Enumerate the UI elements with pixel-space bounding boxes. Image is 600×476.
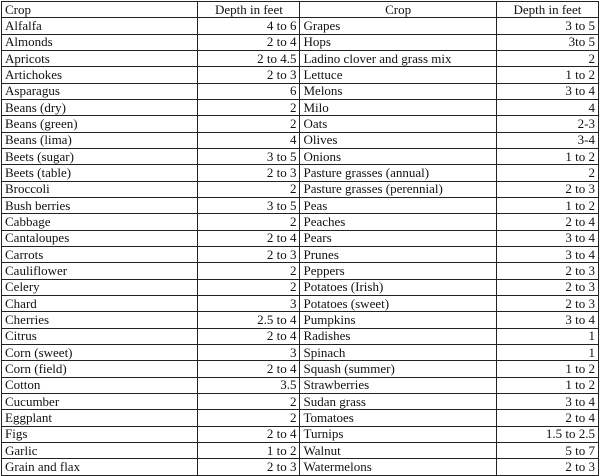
table-row [2,344,599,360]
depth-cell-right: 2 to 4 [496,214,598,230]
depth-cell-left: 2 to 4.5 [198,50,300,66]
crop-cell-right: Potatoes (Irish) [300,279,496,295]
depth-cell-right: 3 to 4 [496,83,598,99]
crop-cell-right: Spinach [300,344,496,360]
header-crop-left: Crop [2,2,198,18]
crop-cell-right: Squash (summer) [300,361,496,377]
crop-cell-right: Tomatoes [300,410,496,426]
crop-cell-left: Garlic [2,442,198,458]
crop-cell-left: Beans (green) [2,116,198,132]
crop-cell-left: Beets (sugar) [2,148,198,164]
crop-cell-left: Bush berries [2,197,198,213]
depth-cell-right: 1 to 2 [496,361,598,377]
crop-cell-right: Walnut [300,442,496,458]
depth-cell-right: 2 to 4 [496,410,598,426]
table-row [2,99,599,115]
depth-cell-right: 3 to 5 [496,18,598,34]
depth-cell-right: 1 to 2 [496,148,598,164]
table-row [2,295,599,311]
crop-cell-left: Cotton [2,377,198,393]
crop-cell-left: Grain and flax [2,459,198,475]
crop-cell-left: Broccoli [2,181,198,197]
depth-cell-right: 3 to 4 [496,230,598,246]
table-row [2,67,599,83]
crop-cell-right: Watermelons [300,459,496,475]
crop-cell-right: Strawberries [300,377,496,393]
table-row [2,132,599,148]
table-row [2,442,599,458]
table-row [2,214,599,230]
header-depth-left: Depth in feet [198,2,300,18]
depth-cell-left: 2 to 3 [198,246,300,262]
table-row [2,50,599,66]
depth-cell-left: 4 to 6 [198,18,300,34]
crop-cell-right: Radishes [300,328,496,344]
depth-cell-left: 2 to 4 [198,328,300,344]
crop-cell-left: Corn (sweet) [2,344,198,360]
table-row [2,263,599,279]
depth-cell-right: 2 [496,165,598,181]
depth-cell-left: 2 to 4 [198,230,300,246]
crop-cell-left: Beans (lima) [2,132,198,148]
crop-cell-left: Cabbage [2,214,198,230]
crop-cell-left: Carrots [2,246,198,262]
depth-cell-left: 2 to 4 [198,361,300,377]
crop-cell-right: Ladino clover and grass mix [300,50,496,66]
depth-cell-left: 2 to 3 [198,165,300,181]
depth-cell-left: 2 [198,393,300,409]
table-row [2,393,599,409]
crop-cell-right: Grapes [300,18,496,34]
depth-cell-right: 4 [496,99,598,115]
header-row [2,2,599,18]
crop-cell-right: Olives [300,132,496,148]
table-body [2,18,599,475]
crop-cell-right: Onions [300,148,496,164]
depth-cell-left: 2 to 3 [198,459,300,475]
depth-cell-left: 2 [198,410,300,426]
depth-cell-left: 3 [198,295,300,311]
crop-cell-left: Beets (table) [2,165,198,181]
table-row [2,246,599,262]
table-row [2,328,599,344]
depth-cell-left: 2.5 to 4 [198,312,300,328]
depth-cell-left: 2 to 4 [198,34,300,50]
depth-cell-right: 1 to 2 [496,197,598,213]
table-row [2,279,599,295]
crop-cell-left: Cherries [2,312,198,328]
depth-cell-right: 3to 5 [496,34,598,50]
crop-cell-left: Figs [2,426,198,442]
depth-cell-right: 5 to 7 [496,442,598,458]
crop-cell-right: Potatoes (sweet) [300,295,496,311]
crop-cell-left: Artichokes [2,67,198,83]
table-row [2,116,599,132]
crop-cell-left: Almonds [2,34,198,50]
depth-cell-left: 2 [198,263,300,279]
depth-cell-left: 3 [198,344,300,360]
depth-cell-left: 2 [198,214,300,230]
table-row [2,230,599,246]
crop-cell-right: Oats [300,116,496,132]
crop-cell-right: Milo [300,99,496,115]
table-row [2,18,599,34]
crop-cell-left: Alfalfa [2,18,198,34]
crop-cell-right: Peppers [300,263,496,279]
depth-cell-left: 2 [198,116,300,132]
depth-cell-left: 6 [198,83,300,99]
depth-cell-right: 3-4 [496,132,598,148]
table-row [2,312,599,328]
crop-cell-left: Celery [2,279,198,295]
depth-cell-right: 2 to 3 [496,295,598,311]
crop-cell-left: Corn (field) [2,361,198,377]
header-depth-right: Depth in feet [496,2,598,18]
depth-cell-right: 2 to 3 [496,263,598,279]
crop-cell-right: Pasture grasses (perennial) [300,181,496,197]
crop-cell-left: Chard [2,295,198,311]
crop-cell-left: Cucumber [2,393,198,409]
table-row [2,165,599,181]
crop-depth-table [1,1,599,476]
crop-cell-left: Cantaloupes [2,230,198,246]
header-crop-right: Crop [300,2,496,18]
depth-cell-right: 2 to 3 [496,181,598,197]
crop-cell-left: Eggplant [2,410,198,426]
depth-cell-right: 2 [496,50,598,66]
crop-cell-left: Beans (dry) [2,99,198,115]
table-row [2,181,599,197]
depth-cell-left: 3 to 5 [198,197,300,213]
crop-cell-left: Apricots [2,50,198,66]
crop-cell-right: Lettuce [300,67,496,83]
depth-cell-left: 2 [198,279,300,295]
crop-cell-right: Turnips [300,426,496,442]
table-row [2,148,599,164]
table-row [2,34,599,50]
depth-cell-right: 1 [496,328,598,344]
depth-cell-right: 3 to 4 [496,246,598,262]
table-row [2,197,599,213]
depth-cell-left: 1 to 2 [198,442,300,458]
crop-cell-right: Pumpkins [300,312,496,328]
crop-cell-left: Asparagus [2,83,198,99]
depth-cell-left: 2 to 4 [198,426,300,442]
depth-cell-left: 3.5 [198,377,300,393]
crop-cell-right: Melons [300,83,496,99]
depth-cell-right: 1.5 to 2.5 [496,426,598,442]
depth-cell-left: 4 [198,132,300,148]
crop-cell-right: Peaches [300,214,496,230]
depth-cell-right: 1 to 2 [496,67,598,83]
crop-cell-right: Pears [300,230,496,246]
crop-cell-left: Cauliflower [2,263,198,279]
table-row [2,377,599,393]
crop-cell-right: Peas [300,197,496,213]
depth-cell-left: 2 to 3 [198,67,300,83]
crop-cell-left: Citrus [2,328,198,344]
depth-cell-left: 3 to 5 [198,148,300,164]
depth-cell-right: 1 to 2 [496,377,598,393]
table-row [2,410,599,426]
table-row [2,426,599,442]
table-row [2,83,599,99]
depth-cell-right: 2-3 [496,116,598,132]
depth-cell-left: 2 [198,181,300,197]
crop-cell-right: Prunes [300,246,496,262]
crop-cell-right: Sudan grass [300,393,496,409]
depth-cell-right: 2 to 3 [496,459,598,475]
crop-cell-right: Hops [300,34,496,50]
depth-cell-right: 1 [496,344,598,360]
depth-cell-right: 3 to 4 [496,393,598,409]
depth-cell-right: 2 to 3 [496,279,598,295]
depth-cell-left: 2 [198,99,300,115]
depth-cell-right: 3 to 4 [496,312,598,328]
crop-cell-right: Pasture grasses (annual) [300,165,496,181]
table-row [2,361,599,377]
